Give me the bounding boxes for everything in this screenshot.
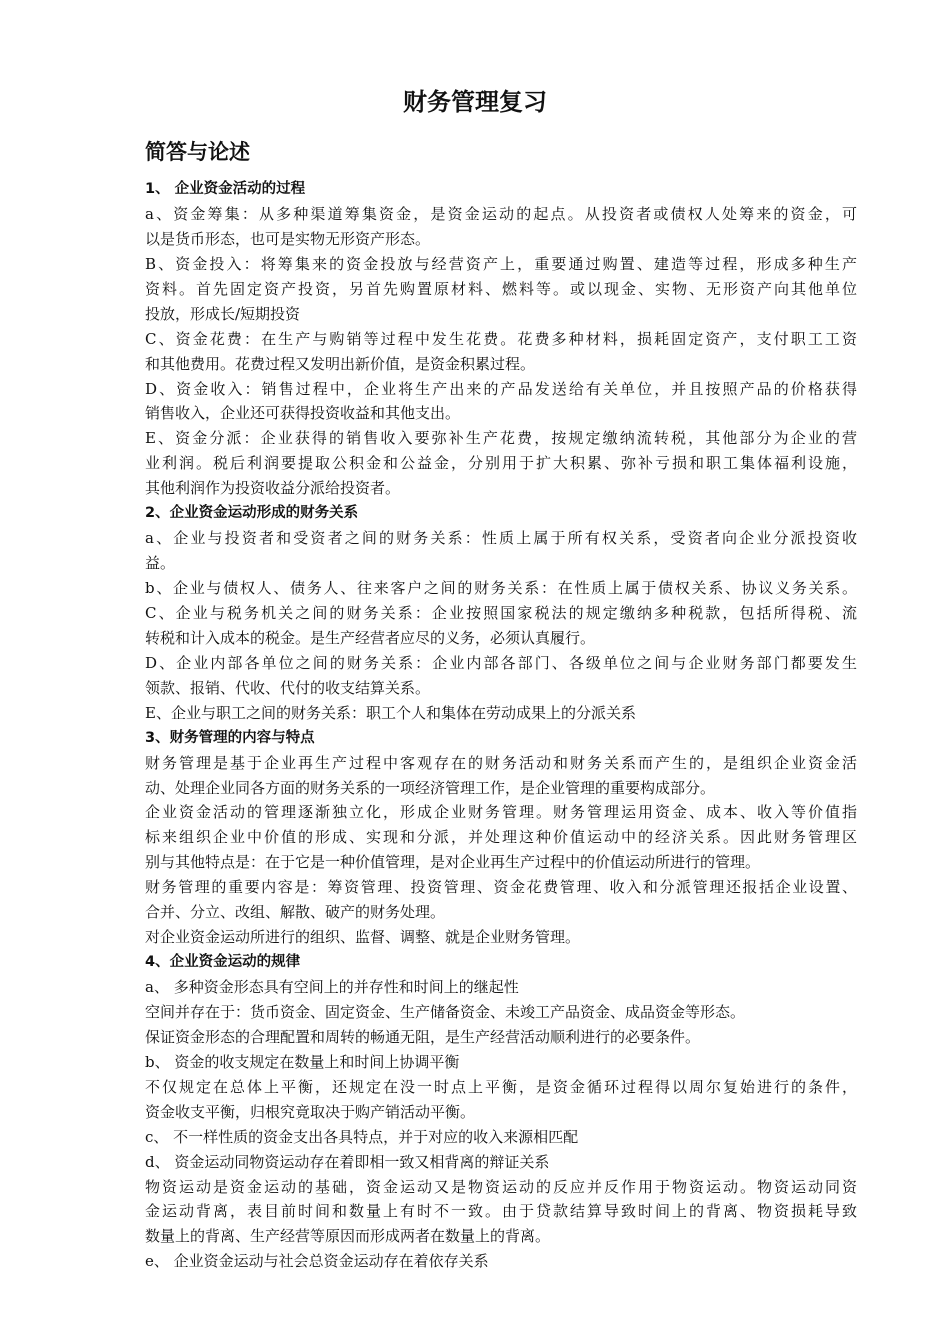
body-text-line: 财务管理是基于企业再生产过程中客观存在的财务活动和财务关系而产生的，是组织企业资金活	[145, 753, 857, 772]
body-text-line: C、资金花费：在生产与购销等过程中发生花费。花费多种材料，损耗固定资产，支付职工工资	[145, 329, 857, 348]
body-text-line: 数量上的背离、生产经营等原因而形成两者在数量上的背离。	[145, 1227, 551, 1246]
body-text-line: 对企业资金运动所进行的组织、监督、调整、就是企业财务管理。	[145, 928, 581, 947]
body-text-line: d、 资金运动同物资运动存在着即相一致又相背离的辩证关系	[145, 1152, 550, 1171]
body-text-line: 转税和计入成本的税金。是生产经营者应尽的义务，必须认真履行。	[145, 628, 596, 647]
body-text-line: 标来组织企业中价值的形成、实现和分派，并处理这种价值运动中的经济关系。因此财务管理区	[145, 828, 857, 847]
body-text-line: 动、处理企业同各方面的财务关系的一项经济管理工作，是企业管理的重要构成部分。	[145, 778, 716, 797]
body-text-line: 益。	[145, 554, 176, 573]
subsection-heading: 3、财务管理的内容与特点	[145, 729, 315, 746]
body-text-line: 保证资金形态的合理配置和周转的畅通无阻，是生产经营活动顺利进行的必要条件。	[145, 1027, 701, 1046]
document-title: 财务管理复习	[403, 88, 547, 116]
body-text-line: 别与其他特点是：在于它是一种价值管理，是对企业再生产过程中的价值运动所进行的管理。	[145, 853, 761, 872]
body-text-line: 投放，形成长/短期投资	[145, 304, 301, 323]
section-heading: 简答与论述	[145, 140, 250, 164]
body-text-line: 物资运动是资金运动的基础，资金运动又是物资运动的反应并反作用于物资运动。物资运动同资	[145, 1177, 857, 1196]
body-text-line: 资料。首先固定资产投资，另首先购置原材料、燃料等。或以现金、实物、无形资产向其他单位	[145, 279, 857, 298]
body-text-line: 不仅规定在总体上平衡，还规定在没一时点上平衡，是资金循环过程得以周尔复始进行的条件，	[145, 1077, 857, 1096]
subsection-heading: 2、企业资金运动形成的财务关系	[145, 505, 359, 522]
body-text-line: 以是货币形态，也可是实物无形资产形态。	[145, 229, 431, 248]
body-text-line: 资金收支平衡，归根究竟取决于购产销活动平衡。	[145, 1102, 476, 1121]
body-text-line: 销售收入，企业还可获得投资收益和其他支出。	[145, 404, 461, 423]
body-text-line: 和其他费用。花费过程又发明出新价值，是资金积累过程。	[145, 354, 536, 373]
body-text-line: C、企业与税务机关之间的财务关系：企业按照国家税法的规定缴纳多种税款，包括所得税、流	[145, 603, 857, 622]
body-text-line: B、资金投入：将筹集来的资金投放与经营资产上，重要通过购置、建造等过程，形成多种生产	[145, 254, 857, 273]
body-text-line: 企业资金活动的管理逐渐独立化，形成企业财务管理。财务管理运用资金、成本、收入等价值指	[145, 803, 857, 822]
body-text-line: 其他利润作为投资收益分派给投资者。	[145, 479, 401, 498]
body-text-line: a、资金筹集：从多种渠道筹集资金，是资金运动的起点。从投资者或债权人处筹来的资金，可	[145, 204, 857, 223]
body-text-line: 合并、分立、改组、解散、破产的财务处理。	[145, 903, 446, 922]
body-text-line: c、 不一样性质的资金支出各具特点，并于对应的收入来源相匹配	[145, 1127, 579, 1146]
body-text-line: 空间并存在于：货币资金、固定资金、生产储备资金、未竣工产品资金、成品资金等形态。	[145, 1002, 746, 1021]
body-text-line: 财务管理的重要内容是：筹资管理、投资管理、资金花费管理、收入和分派管理还报括企业设置、	[145, 878, 857, 897]
body-text-line: a、 多种资金形态具有空间上的并存性和时间上的继起性	[145, 978, 519, 996]
body-text-line: D、资金收入：销售过程中，企业将生产出来的产品发送给有关单位，并且按照产品的价格获得	[145, 379, 857, 398]
body-text-line: E、资金分派：企业获得的销售收入要弥补生产花费，按规定缴纳流转税，其他部分为企业的营	[145, 429, 857, 448]
subsection-heading: 4、企业资金运动的规律	[145, 954, 301, 971]
document-body	[145, 177, 857, 1274]
body-text-line: b、 资金的收支规定在数量上和时间上协调平衡	[145, 1052, 460, 1071]
body-text-line: e、 企业资金运动与社会总资金运动存在着依存关系	[145, 1252, 489, 1271]
body-text-line: D、企业内部各单位之间的财务关系：企业内部各部门、各级单位之间与企业财务部门都要发生	[145, 653, 857, 672]
body-text-line: 业利润。税后利润要提取公积金和公益金，分别用于扩大积累、弥补亏损和职工集体福利设施，	[145, 454, 857, 473]
body-text-line: 金运动背离，表目前时间和数量上有时不一致。由于贷款结算导致时间上的背离、物资损耗导致	[145, 1202, 857, 1221]
body-text-line: E、企业与职工之间的财务关系：职工个人和集体在劳动成果上的分派关系	[145, 703, 636, 722]
body-text-line: b、企业与债权人、债务人、往来客户之间的财务关系：在性质上属于债权关系、协议义务关系。	[145, 579, 857, 597]
body-text-line: 领款、报销、代收、代付的收支结算关系。	[145, 678, 431, 697]
body-text-line: a、企业与投资者和受资者之间的财务关系：性质上属于所有权关系，受资者向企业分派投资收	[145, 529, 857, 548]
subsection-heading: 1、 企业资金活动的过程	[145, 181, 306, 197]
